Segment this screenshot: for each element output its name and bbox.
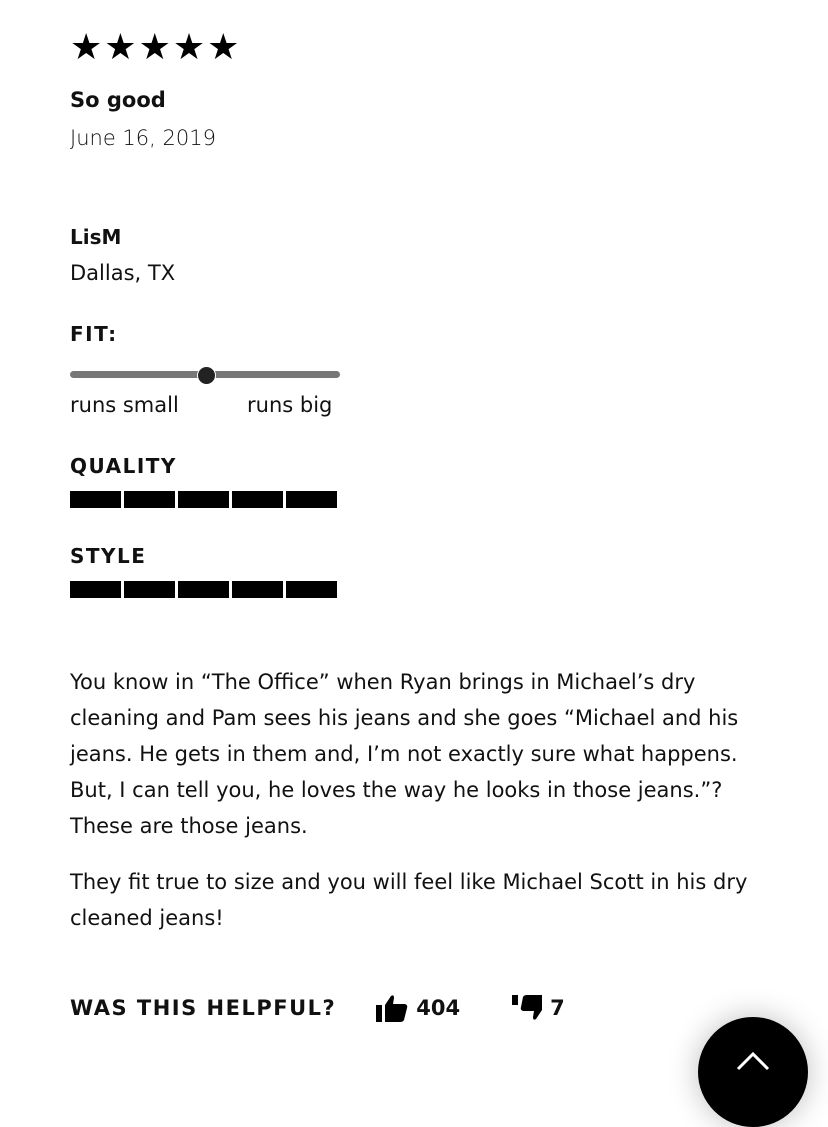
review-date: June 16, 2019: [70, 126, 216, 150]
fit-max-label: runs big: [247, 393, 333, 417]
thumbs-up-icon: [376, 994, 408, 1022]
style-bar-segment: [232, 581, 283, 598]
quality-label: QUALITY: [70, 454, 177, 478]
quality-bar-segment: [232, 491, 283, 508]
style-bar-segment: [70, 581, 121, 598]
review-paragraph: They fit true to size and you will feel like Michael Scott in his dry cleaned jeans!: [70, 870, 748, 930]
style-label: STYLE: [70, 544, 147, 568]
star-icon: ★: [172, 27, 206, 68]
review-title: So good: [70, 88, 166, 112]
star-rating: [70, 27, 240, 68]
star-icon: ★: [207, 27, 240, 68]
helpful-label: WAS THIS HELPFUL?: [70, 996, 337, 1020]
helpful-section: [70, 994, 565, 1022]
quality-bar-segment: [178, 491, 229, 508]
chevron-up-icon: [736, 1051, 770, 1071]
reviewer-name: LisM: [70, 225, 122, 249]
quality-bar-segment: [70, 491, 121, 508]
quality-rating-bar: [70, 491, 337, 508]
thumbs-down-icon: [512, 995, 542, 1021]
star-icon: ★: [138, 27, 171, 68]
fit-slider-knob: [197, 366, 216, 385]
thumbs-down-button[interactable]: [512, 995, 565, 1021]
style-rating-bar: [70, 581, 337, 598]
fit-slider: [70, 371, 340, 378]
style-bar-segment: [124, 581, 175, 598]
fit-label: FIT:: [70, 322, 118, 346]
thumbs-up-count: 404: [416, 996, 461, 1020]
star-icon: ★: [104, 27, 137, 68]
review-body: [70, 664, 760, 956]
thumbs-down-count: 7: [550, 996, 565, 1020]
fit-min-label: runs small: [70, 393, 179, 417]
style-bar-segment: [286, 581, 337, 598]
thumbs-up-button[interactable]: [376, 994, 460, 1022]
reviewer-location: Dallas, TX: [70, 261, 176, 285]
quality-bar-segment: [286, 491, 337, 508]
style-bar-segment: [178, 581, 229, 598]
quality-bar-segment: [124, 491, 175, 508]
review-paragraph: You know in “The Office” when Ryan brings in Michael’s dry cleaning and Pam sees his jeans and she goes “Michael and his jeans. He gets in them and, I’m not exactly sure what happens. But, I can tell you, he loves the way he looks in those jeans.”? These are those jeans.: [70, 670, 739, 838]
scroll-to-top-button[interactable]: [698, 1017, 808, 1127]
star-icon: ★: [70, 27, 103, 68]
